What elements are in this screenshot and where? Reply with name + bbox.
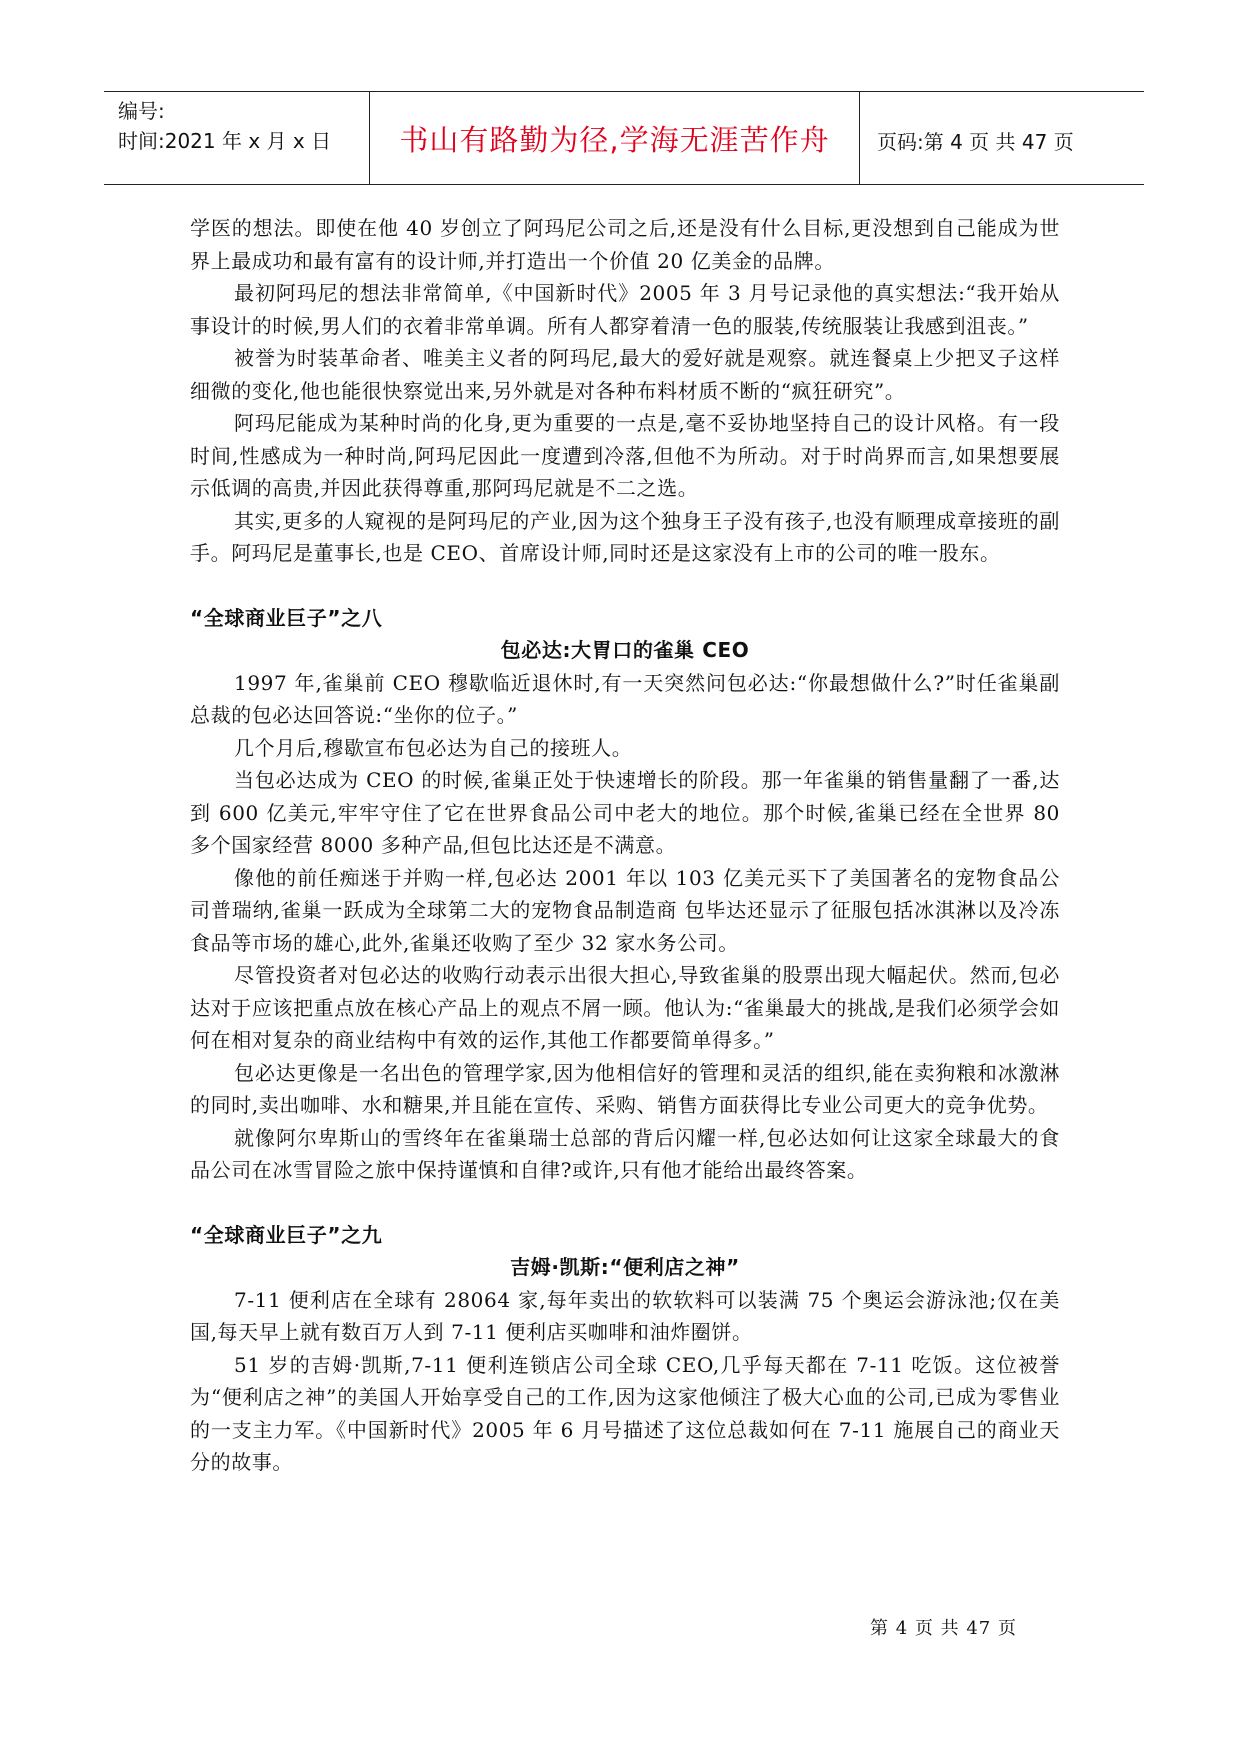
section-label: “全球商业巨子”之八 [190,605,383,630]
header-motto: 书山有路勤为径,学海无涯苦作舟 [399,123,830,157]
serial-number-label: 编号: [118,99,165,123]
paragraph: 被誉为时装革命者、唯美主义者的阿玛尼,最大的爱好就是观察。就连餐桌上少把叉子这样细微的变化,他也能很快察觉出来,另外就是对各种布料材质不断的“疯狂研究”。 [190,346,1060,403]
header-info [118,96,331,156]
paragraph: 就像阿尔卑斯山的雪终年在雀巢瑞士总部的背后闪耀一样,包必达如何让这家全球最大的食品公司在冰雪冒险之旅中保持谨慎和自律?或许,只有他才能给出最终答案。 [190,1125,1060,1182]
paragraph: 包必达更像是一名出色的管理学家,因为他相信好的管理和灵活的组织,能在卖狗粮和冰激淋的同时,卖出咖啡、水和糖果,并且能在宣传、采购、销售方面获得比专业公司更大的竞争优势。 [190,1060,1060,1117]
paragraph: 51 岁的吉姆·凯斯,7-11 便利连锁店公司全球 CEO,几乎每天都在 7-11 吃饭。这位被誉为“便利店之神”的美国人开始享受自己的工作,因为这家他倾注了极大心血的公司,已成为零售业的一支主力军。《中国新时代》2005 年 6 月号描述了这位总裁如何在 7-11 施展自己的商业天分的故事。 [190,1352,1060,1474]
section-title: 吉姆·凯斯:“便利店之神” [510,1255,740,1279]
paragraph: 7-11 便利店在全球有 28064 家,每年卖出的软软料可以装满 75 个奥运会游泳池;仅在美国,每天早上就有数百万人到 7-11 便利店买咖啡和油炸圈饼。 [190,1287,1060,1344]
section-title: 包必达:大胃口的雀巢 CEO [500,638,750,662]
paragraph: 1997 年,雀巢前 CEO 穆歇临近退休时,有一天突然问包必达:“你最想做什么?”时任雀巢副总裁的包必达回答说:“坐你的位子。” [190,670,1060,727]
document-body [190,212,1060,1479]
paragraph: 当包必达成为 CEO 的时候,雀巢正处于快速增长的阶段。那一年雀巢的销售量翻了一番,达到 600 亿美元,牢牢守住了它在世界食品公司中老大的地位。那个时候,雀巢已经在全世界 80 多个国家经营 8000 多种产品,但包比达还是不满意。 [190,768,1060,857]
header-page-number: 页码:第 4 页 共 47 页 [877,130,1074,154]
paragraph: 其实,更多的人窥视的是阿玛尼的产业,因为这个独身王子没有孩子,也没有顺理成章接班的副手。阿玛尼是董事长,也是 CEO、首席设计师,同时还是这家没有上市的公司的唯一股东。 [190,508,1060,565]
page-footer: 第 4 页 共 47 页 [870,1618,1017,1639]
header-divider [859,92,860,184]
paragraph: 几个月后,穆歇宣布包必达为自己的接班人。 [234,735,633,760]
paragraph: 最初阿玛尼的想法非常简单,《中国新时代》2005 年 3 月号记录他的真实想法:“我开始从事设计的时候,男人们的衣着非常单调。所有人都穿着清一色的服装,传统服装让我感到沮丧。” [190,281,1060,338]
section-label: “全球商业巨子”之九 [190,1222,383,1247]
paragraph: 像他的前任痴迷于并购一样,包必达 2001 年以 103 亿美元买下了美国著名的宠物食品公司普瑞纳,雀巢一跃成为全球第二大的宠物食品制造商 包毕达还显示了征服包括冰淇淋以及冷冻食品等市场的雄心,此外,雀巢还收购了至少 32 家水务公司。 [190,865,1060,955]
paragraph: 阿玛尼能成为某种时尚的化身,更为重要的一点是,毫不妥协地坚持自己的设计风格。有一段时间,性感成为一种时尚,阿玛尼因此一度遭到冷落,但他不为所动。对于时尚界而言,如果想要展示低调的高贵,并因此获得尊重,那阿玛尼就是不二之选。 [190,411,1060,500]
paragraph: 尽管投资者对包必达的收购行动表示出很大担心,导致雀巢的股票出现大幅起伏。然而,包必达对于应该把重点放在核心产品上的观点不屑一顾。他认为:“雀巢最大的挑战,是我们必须学会如何在相对复杂的商业结构中有效的运作,其他工作都要简单得多。” [190,963,1060,1052]
document-header [104,91,1144,185]
date-label: 时间:2021 年 x 月 x 日 [118,129,332,153]
paragraph: 学医的想法。即使在他 40 岁创立了阿玛尼公司之后,还是没有什么目标,更没想到自己能成为世界上最成功和最有富有的设计师,并打造出一个价值 20 亿美金的品牌。 [190,216,1060,273]
